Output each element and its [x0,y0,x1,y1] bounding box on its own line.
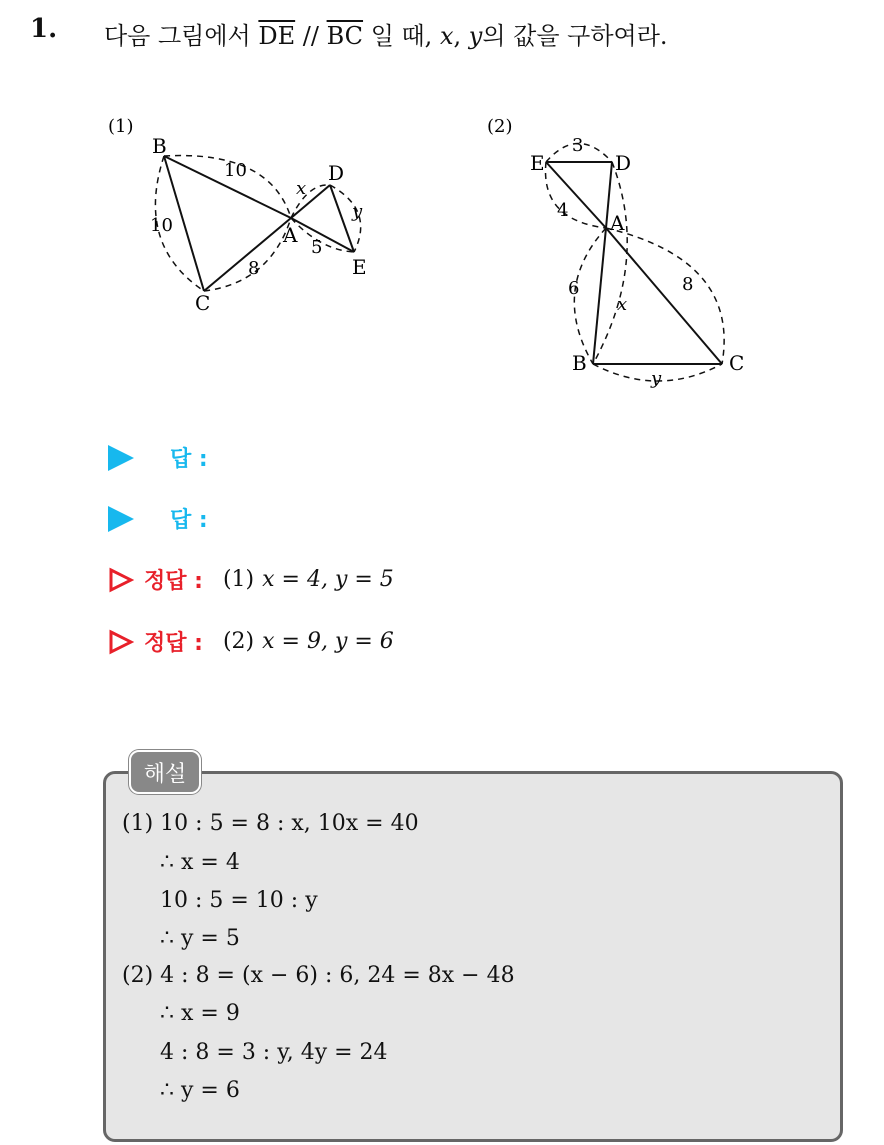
fig2-len-ea: 4 [557,200,569,221]
triangle-outline-icon [108,567,134,593]
solution-text: 10 : 5 = 8 : x, 10x = 40 [160,811,419,836]
fig1-point-b: B [152,134,167,158]
correct-answer-row-2 [108,626,394,657]
correct-part: (2) [222,629,255,654]
answer-label: 답 : [170,447,208,472]
question-text-after: 의 값을 구하여라. [482,22,668,50]
fig2-len-ac: 8 [682,274,694,295]
figure-1-label: (1) [108,116,134,137]
solution-line [122,811,419,836]
fig1-len-ae: 5 [311,237,323,258]
solution-line: 4 : 8 = 3 : y, 4y = 24 [160,1040,388,1065]
correct-label: 정답 : [144,631,203,656]
question-text-before: 다음 그림에서 [104,22,251,50]
solution-text: 4 : 8 = (x − 6) : 6, 24 = 8x − 48 [160,963,515,988]
fig2-point-b: B [572,351,587,375]
fig1-point-d: D [328,161,345,185]
solution-line: 10 : 5 = 10 : y [160,888,318,913]
correct-value: x = 4, y = 5 [262,567,394,592]
figure-1 [0,0,884,420]
parallel-symbol: // [302,22,319,50]
fig2-point-e: E [530,151,545,175]
triangle-bullet-icon [108,445,134,471]
question-text-mid: 일 때, [370,22,433,50]
solution-line: ∴ x = 4 [160,850,240,875]
var-x: x [439,22,454,50]
triangle-outline-icon [108,629,134,655]
question-number: 1. [30,14,58,44]
correct-answer-row-1 [108,564,394,595]
fig2-len-ba: 6 [568,278,580,299]
var-y: y [468,22,483,50]
segment-bc: $\overline{BC}$ [326,22,364,50]
fig2-point-a: A [610,211,625,235]
solution-tab: 해설 [129,750,201,794]
triangle-bullet-icon [108,506,134,532]
answer-label: 답 : [170,508,208,533]
correct-label: 정답 : [144,569,203,594]
answer-row-2 [108,503,208,534]
fig1-point-a: A [283,223,298,247]
fig2-point-d: D [615,151,632,175]
fig2-len-ed: 3 [572,135,584,156]
fig2-point-c: C [729,351,745,375]
answer-row-1 [108,442,208,473]
fig1-len-ba: 10 [224,160,247,181]
comma: , [453,22,462,50]
correct-part: (1) [222,567,255,592]
fig1-len-ad: x [296,178,307,199]
solution-line: ∴ y = 6 [160,1078,240,1103]
fig1-len-ca: 8 [248,258,260,279]
solution-part: (1) [122,811,154,836]
fig1-point-e: E [352,255,367,279]
solution-line: ∴ x = 9 [160,1001,240,1026]
fig2-len-db: x [617,294,628,315]
correct-value: x = 9, y = 6 [262,629,394,654]
fig1-point-c: C [195,291,211,315]
solution-part: (2) [122,963,154,988]
figure-2-label: (2) [487,116,513,137]
fig1-len-bc: 10 [150,215,173,236]
fig1-len-de: y [352,201,363,222]
solution-line: ∴ y = 5 [160,926,240,951]
fig2-len-bc: y [651,368,662,389]
solution-line [122,963,515,988]
segment-de: $\overline{DE}$ [258,22,296,50]
